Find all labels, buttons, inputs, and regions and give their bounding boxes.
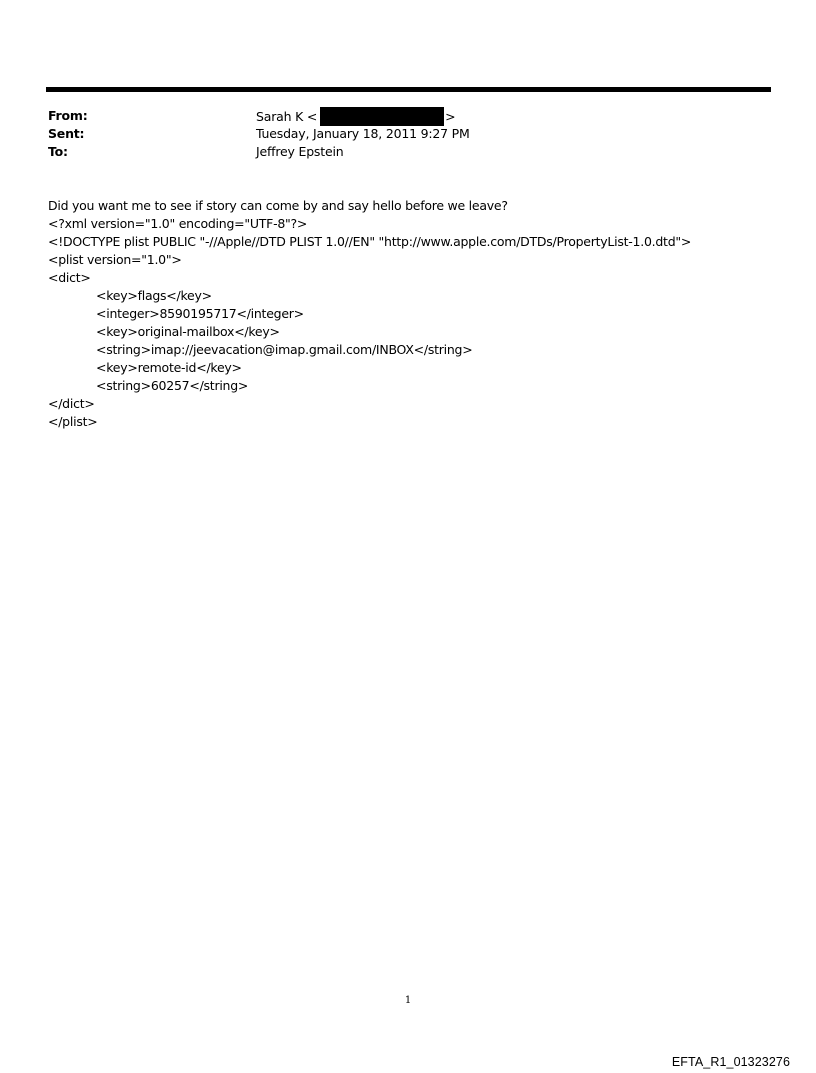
body-line-key-mailbox: <key>original-mailbox</key> [96, 324, 280, 339]
to-label: To: [48, 144, 68, 159]
bates-number: EFTA_R1_01323276 [671, 1055, 790, 1069]
body-line-string-remote-id: <string>60257</string> [96, 378, 249, 393]
sent-value: Tuesday, January 18, 2011 9:27 PM [256, 126, 470, 141]
page-number: 1 [404, 995, 412, 1006]
email-header [48, 107, 768, 161]
sent-row [48, 125, 768, 143]
from-row [48, 107, 768, 125]
body-line-plist-close: </plist> [48, 414, 98, 429]
to-row [48, 143, 768, 161]
body-line-message: Did you want me to see if story can come by and say hello before we leave? [48, 198, 508, 213]
from-value [256, 107, 455, 126]
sender-name: Sarah K [256, 109, 304, 124]
email-close-bracket: > [445, 109, 456, 124]
header-rule [46, 87, 771, 92]
body-line-key-flags: <key>flags</key> [96, 288, 212, 303]
body-line-xml-declaration: <?xml version="1.0" encoding="UTF-8"?> [48, 216, 308, 231]
from-label: From: [48, 108, 88, 123]
email-body [48, 197, 788, 431]
body-line-string-mailbox: <string>imap://jeevacation@imap.gmail.com/INBOX</string> [96, 342, 473, 357]
body-line-key-remote-id: <key>remote-id</key> [96, 360, 242, 375]
body-line-dict-close: </dict> [48, 396, 95, 411]
body-line-dict-open: <dict> [48, 270, 91, 285]
sent-label: Sent: [48, 126, 85, 141]
redacted-email [320, 107, 444, 126]
body-line-plist-open: <plist version="1.0"> [48, 252, 182, 267]
to-value: Jeffrey Epstein [256, 144, 344, 159]
body-line-integer-flags: <integer>8590195717</integer> [96, 306, 304, 321]
email-open-bracket: < [306, 109, 318, 124]
body-line-doctype: <!DOCTYPE plist PUBLIC "-//Apple//DTD PLIST 1.0//EN" "http://www.apple.com/DTDs/PropertyList-1.0.dtd"> [48, 234, 692, 249]
